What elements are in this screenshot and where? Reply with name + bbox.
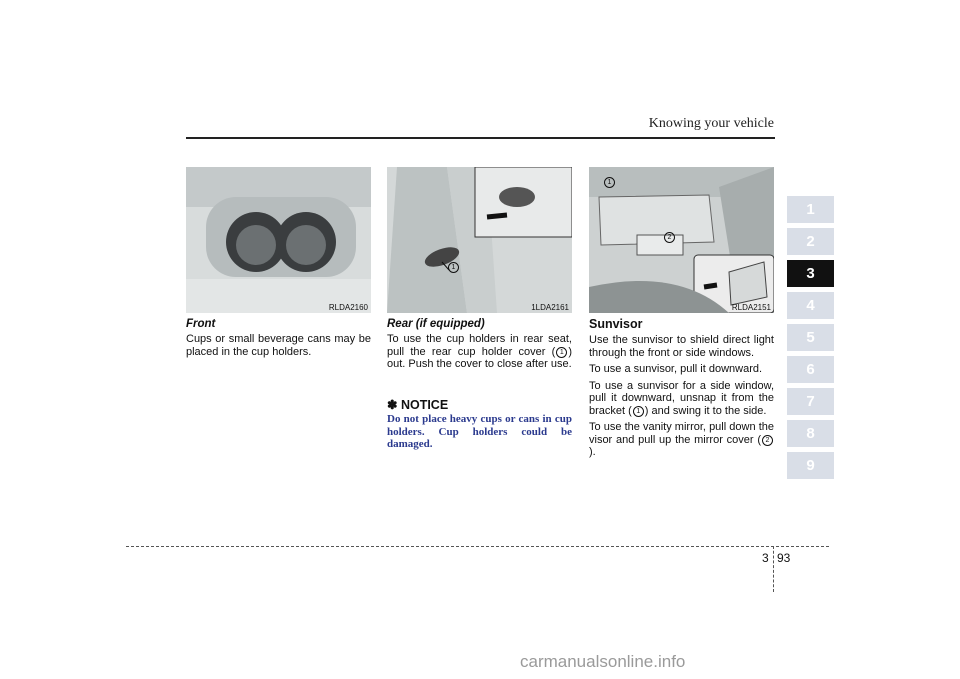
footer-divider	[126, 546, 829, 547]
chapter-tab-7[interactable]: 7	[787, 388, 834, 415]
front-caption: Front	[186, 318, 216, 330]
callout-2: 2	[664, 232, 675, 243]
footer-page-number: 93	[777, 551, 791, 565]
watermark-text: carmanualsonline.info	[520, 652, 686, 671]
sunvisor-image	[589, 167, 774, 313]
chapter-tab-4[interactable]: 4	[787, 292, 834, 319]
rear-caption: Rear (if equipped)	[387, 318, 485, 330]
section-header-title: Knowing your vehicle	[648, 116, 774, 131]
sunvisor-p3	[589, 380, 774, 418]
callout-1: 1	[604, 177, 615, 188]
sunvisor-p4	[589, 421, 774, 459]
rear-text-a: To use the cup holders in rear seat, pull the rear cup holder cover (	[387, 333, 572, 358]
marker-1: 1	[633, 406, 644, 417]
sunvisor-p3a: To use a sunvisor for a side window, pull it downward, unsnap it from the bracket (	[589, 379, 774, 417]
image-id-label: RLDA2151	[731, 303, 771, 312]
notice-text: Do not place heavy cups or cans in cup holders. Cup holders could be damaged.	[387, 413, 572, 450]
callout-1: 1	[448, 262, 459, 273]
image-id-label: RLDA2160	[328, 303, 368, 312]
sunvisor-p3b: ) and swing it to the side.	[644, 404, 767, 417]
marker-2: 2	[762, 435, 773, 446]
footer-vertical-divider	[773, 546, 774, 592]
front-cupholder-image	[186, 167, 371, 313]
chapter-tab-9[interactable]: 9	[787, 452, 834, 479]
sunvisor-p4a: To use the vanity mirror, pull down the visor and pull up the mirror cover (	[589, 421, 774, 446]
marker-1: 1	[556, 347, 567, 358]
footer-chapter-number: 3	[762, 551, 769, 565]
front-description: Cups or small beverage cans may be placed in the cup holders.	[186, 333, 371, 358]
chapter-tab-1[interactable]: 1	[787, 196, 834, 223]
rear-description	[387, 333, 572, 371]
chapter-tab-2[interactable]: 2	[787, 228, 834, 255]
sunvisor-p2: To use a sunvisor, pull it downward.	[589, 363, 763, 375]
sunvisor-p1: Use the sunvisor to shield direct light through the front or side windows.	[589, 334, 774, 359]
front-cupholder-illustration	[186, 167, 371, 313]
rear-cupholder-image	[387, 167, 572, 313]
chapter-tab-5[interactable]: 5	[787, 324, 834, 351]
chapter-tab-3[interactable]: 3	[787, 260, 834, 287]
sunvisor-illustration	[589, 167, 774, 313]
rear-text-b: ) out. Push the cover to close after use.	[387, 345, 572, 370]
header-divider	[186, 137, 775, 139]
rear-cupholder-illustration	[387, 167, 572, 313]
image-id-label: 1LDA2161	[531, 303, 569, 312]
sunvisor-p4b: ).	[589, 446, 596, 458]
sunvisor-title: Sunvisor	[589, 317, 643, 331]
chapter-tab-8[interactable]: 8	[787, 420, 834, 447]
chapter-tab-6[interactable]: 6	[787, 356, 834, 383]
sunvisor-body	[589, 334, 774, 463]
notice-title: ✽ NOTICE	[387, 398, 449, 412]
